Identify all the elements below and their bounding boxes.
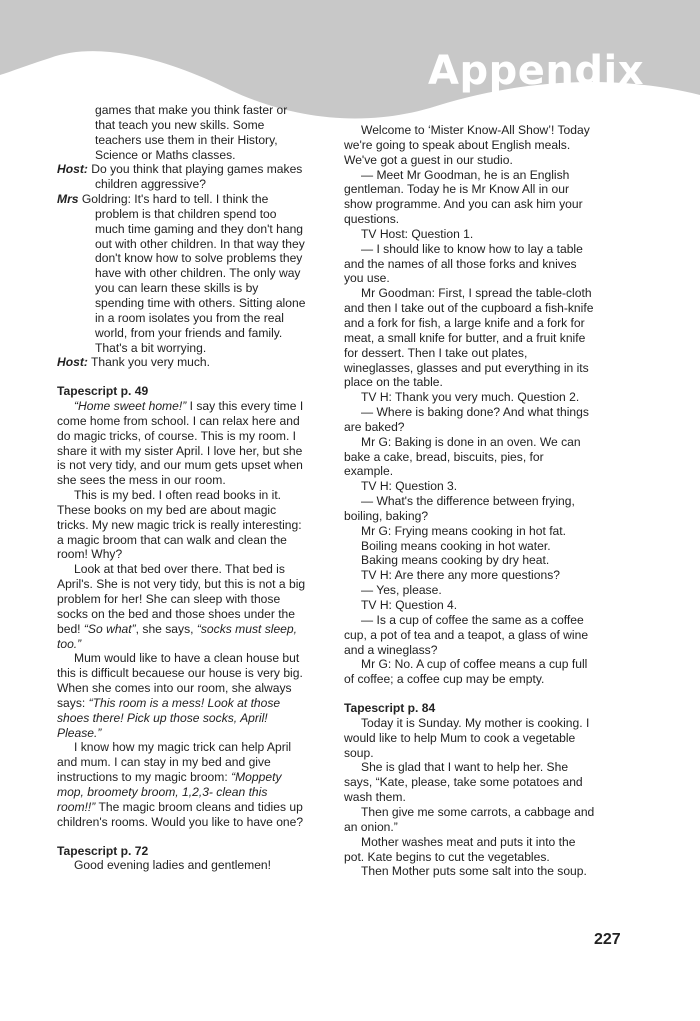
dialogue-text: Thank you very much.: [87, 355, 211, 370]
paragraph: Good evening ladies and gentlemen!: [74, 858, 272, 873]
paragraph: Mr Goodman: First, I spread the table-cloth and then I take out of the cupboard a fish-knife and a fork for fish, a large knife and a fork for meat, a small knife for butter, and a fruit knife for dessert. Then I take out plates, wineglasses, glasses and put everything in its place on the table.: [344, 286, 594, 390]
speaker-label: Host:: [57, 355, 88, 370]
paragraph: Mr G: No. A cup of coffee means a cup full of coffee; a coffee cup may be empty.: [344, 657, 588, 687]
paragraph: Baking means cooking by dry heat.: [361, 553, 550, 568]
section-heading: Tapescript p. 49: [57, 384, 149, 399]
paragraph: Welcome to ‘Mister Know-All Show’! Today we're going to speak about English meals. We've got a guest in our studio.: [344, 123, 590, 167]
paragraph: Then Mother puts some salt into the soup.: [361, 864, 587, 879]
dialogue-line: [57, 162, 309, 192]
paragraph: I know how my magic trick can help April and mum. I can stay in my bed and give instructions to my magic broom: “Moppety mop, broomety broom, 1,2,3- clean this room!!” The magic broom cleans and tidies up children's rooms. Would you like to have one?: [57, 740, 304, 829]
dialogue-line: [57, 192, 309, 355]
appendix-title: Appendix: [428, 48, 644, 94]
paragraph: Then give me some carrots, a cabbage and an onion.”: [344, 804, 595, 834]
paragraph: games that make you think faster or that teach you new skills. Some teachers use them in their History, Science or Maths classes.: [95, 103, 288, 162]
paragraph: Mr G: Frying means cooking in hot fat.: [361, 523, 567, 538]
speaker-label: Host:: [57, 162, 88, 177]
page-number: 227: [594, 931, 621, 948]
speaker-label: Mrs: [57, 192, 79, 207]
paragraph: TV H: Question 3.: [361, 479, 458, 494]
dialogue-line: [57, 355, 309, 370]
paragraph: This is my bed. I often read books in it. These books on my bed are about magic tricks. My new magic trick is really interesting: a magic broom that can walk and clean the room! Why?: [57, 488, 302, 562]
paragraph: TV H: Question 4.: [361, 598, 458, 612]
section-heading: Tapescript p. 84: [344, 701, 436, 716]
paragraph: Look at that bed over there. That bed is April's. She is not very tidy, but this is not a big problem for her! She can sleep with those socks on the bed and those shoes under the bed! “So what”, she says, “socks must sleep, too.”: [57, 562, 306, 651]
left-column: [57, 103, 309, 873]
paragraph: — Is a cup of coffee the same as a coffee cup, a pot of tea and a teapot, a glass of wine and a wineglass?: [344, 612, 589, 657]
section-heading: Tapescript p. 72: [57, 843, 149, 858]
paragraph: Mr G: Baking is done in an oven. We can bake a cake, bread, biscuits, pies, for example.: [344, 434, 581, 479]
dialogue-text: Goldring: It's hard to tell. I think the problem is that children spend too much time gaming and they don't hang out with other children. In that way they don't know how to solve problems they have with other children. The only way you can learn these skills is by spending time with others. Sitting alone in a room isolates you from the real world, from your friends and family. That's a bit worrying.: [78, 192, 306, 355]
paragraph: Boiling means cooking in hot water.: [361, 538, 551, 553]
paragraph: TV Host: Question 1.: [361, 226, 474, 241]
paragraph: — Where is baking done? And what things are baked?: [344, 405, 589, 434]
paragraph: — Meet Mr Goodman, he is an English gentleman. Today he is Mr Know All in our show programme. And you can ask him your questions.: [344, 167, 583, 227]
paragraph: She is glad that I want to help her. She says, “Kate, please, take some potatoes and wash them.: [344, 760, 583, 805]
paragraph: “Home sweet home!” I say this every time I come home from school. I can relax here and do magic tricks, of course. This is my room. I share it with my sister April. I love her, but she is not very tidy, and our mum gets upset when she sees the mess in our room.: [57, 399, 304, 488]
paragraph: — Yes, please.: [361, 583, 442, 598]
paragraph: TV H: Are there any more questions?: [361, 568, 560, 583]
paragraph: — I should like to know how to lay a table and the names of all those forks and knives you use.: [344, 241, 583, 286]
paragraph: TV H: Thank you very much. Question 2.: [361, 390, 580, 405]
right-column: [344, 123, 596, 879]
paragraph: Mum would like to have a clean house but this is difficult becauese our house is very big. When she comes into our room, she always says: “This room is a mess! Look at those shoes there! Pick up those socks, April! Please.”: [57, 651, 303, 740]
paragraph: — What's the difference between frying, boiling, baking?: [344, 494, 575, 523]
dialogue-text: Do you think that playing games makes children aggressive?: [87, 162, 303, 192]
paragraph: Mother washes meat and puts it into the pot. Kate begins to cut the vegetables.: [344, 834, 576, 864]
paragraph: Today it is Sunday. My mother is cooking. I would like to help Mum to cook a vegetable soup.: [344, 715, 590, 760]
